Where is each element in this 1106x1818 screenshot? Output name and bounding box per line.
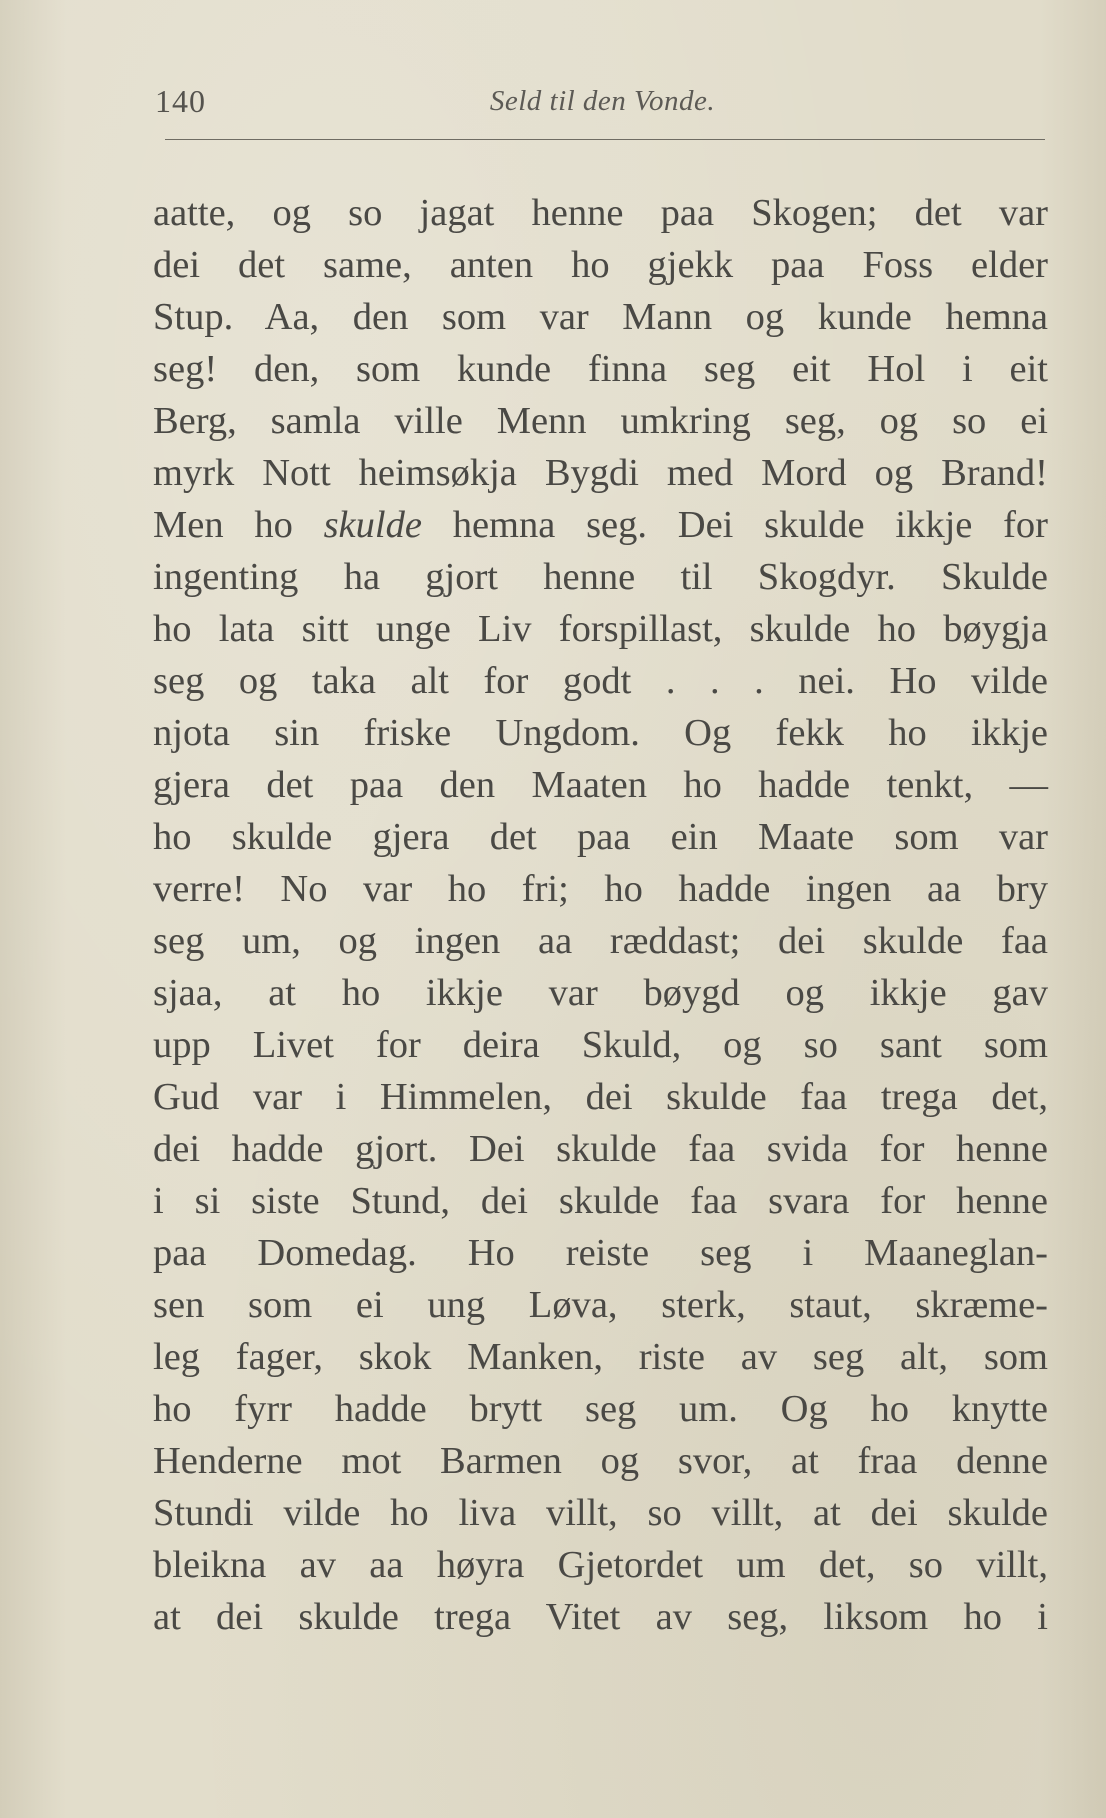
text-line: ingenting ha gjort henne til Skogdyr. Skulde — [153, 556, 1048, 598]
text-line: ho lata sitt unge Liv forspillast, skulde ho bøygja — [153, 608, 1048, 650]
text-line: dei hadde gjort. Dei skulde faa svida for henne — [153, 1128, 1048, 1170]
text-line: Gud var i Himmelen, dei skulde faa trega det, — [153, 1076, 1048, 1118]
text-line: seg! den, som kunde finna seg eit Hol i eit — [153, 348, 1048, 390]
running-title: Seld til den Vonde. — [489, 85, 716, 117]
text-line: dei det same, anten ho gjekk paa Foss elder — [153, 244, 1048, 286]
text-line: bleikna av aa høyra Gjetordet um det, so villt, — [153, 1544, 1048, 1586]
text-line: sen som ei ung Løva, sterk, staut, skræme- — [153, 1284, 1048, 1326]
text-line: seg um, og ingen aa ræddast; dei skulde faa — [153, 920, 1048, 962]
text-line: Berg, samla ville Menn umkring seg, og so ei — [153, 400, 1048, 442]
page-header — [155, 75, 1050, 125]
text-fragment: hemna seg. Dei skulde ikkje for — [421, 504, 1048, 546]
text-line: ho fyrr hadde brytt seg um. Og ho knytte — [153, 1388, 1048, 1430]
text-line: Henderne mot Barmen og svor, at fraa denne — [153, 1440, 1048, 1482]
text-line: leg fager, skok Manken, riste av seg alt, som — [153, 1336, 1048, 1378]
text-line: at dei skulde trega Vitet av seg, liksom ho i — [153, 1596, 1048, 1638]
text-line: sjaa, at ho ikkje var bøygd og ikkje gav — [153, 972, 1048, 1014]
text-line: ho skulde gjera det paa ein Maate som var — [153, 816, 1048, 858]
text-line: paa Domedag. Ho reiste seg i Maaneglan- — [153, 1232, 1048, 1274]
text-line: seg og taka alt for godt . . . nei. Ho vilde — [153, 660, 1048, 702]
text-line: verre! No var ho fri; ho hadde ingen aa bry — [153, 868, 1048, 910]
text-line: njota sin friske Ungdom. Og fekk ho ikkje — [153, 712, 1048, 754]
text-line: myrk Nott heimsøkja Bygdi med Mord og Brand! — [153, 452, 1048, 494]
text-line: upp Livet for deira Skuld, og so sant som — [153, 1024, 1048, 1066]
text-line: Stup. Aa, den som var Mann og kunde hemna — [153, 296, 1048, 338]
text-line: aatte, og so jagat henne paa Skogen; det var — [153, 192, 1048, 234]
body-text — [153, 187, 1048, 1643]
text-line: Stundi vilde ho liva villt, so villt, at dei skulde — [153, 1492, 1048, 1534]
page-number: 140 — [155, 83, 206, 119]
header-rule — [165, 139, 1045, 140]
text-line: gjera det paa den Maaten ho hadde tenkt, — — [153, 764, 1048, 806]
text-fragment: Men ho — [153, 504, 324, 546]
text-line-emphasis — [153, 499, 1048, 551]
emphasized-word: skulde — [323, 504, 422, 546]
text-line: i si siste Stund, dei skulde faa svara for henne — [153, 1180, 1048, 1222]
